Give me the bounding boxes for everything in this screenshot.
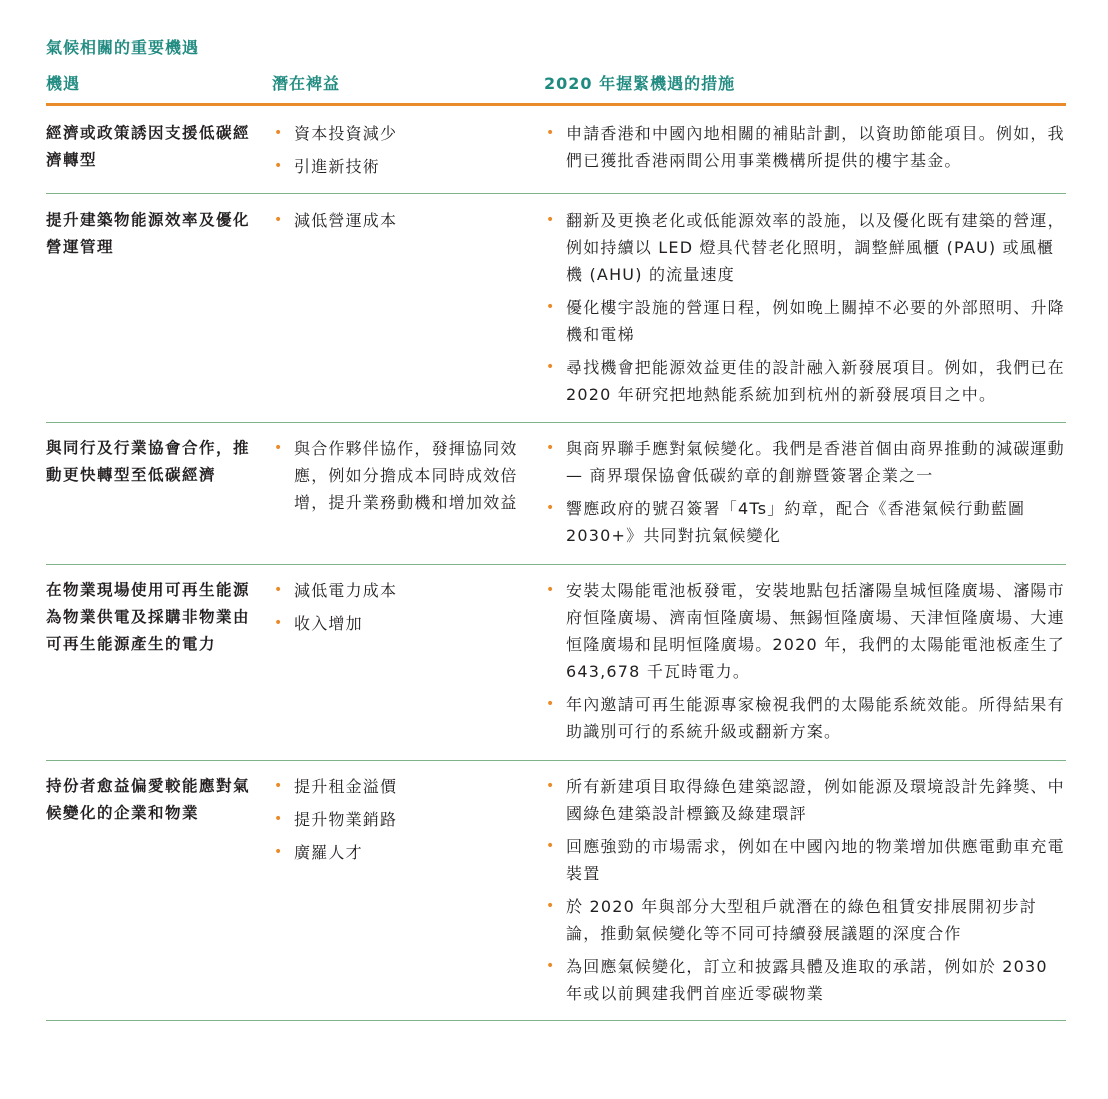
bullet-icon: • bbox=[274, 582, 284, 598]
table-row bbox=[46, 106, 1066, 194]
benefit-item bbox=[272, 120, 524, 147]
bullet-icon: • bbox=[546, 299, 556, 315]
table-body bbox=[46, 106, 1066, 1021]
measure-list bbox=[544, 435, 1066, 549]
table-row bbox=[46, 565, 1066, 761]
benefit-cell bbox=[272, 577, 544, 760]
benefit-list bbox=[272, 120, 524, 180]
table-row bbox=[46, 194, 1066, 423]
bullet-icon: • bbox=[546, 696, 556, 712]
benefit-text: 收入增加 bbox=[294, 614, 363, 633]
benefit-cell bbox=[272, 773, 544, 1020]
bullet-icon: • bbox=[546, 898, 556, 914]
measure-list bbox=[544, 120, 1066, 174]
measure-item bbox=[544, 893, 1066, 947]
measure-list bbox=[544, 577, 1066, 745]
header-measures: 2020 年握緊機遇的措施 bbox=[544, 74, 736, 93]
bullet-icon: • bbox=[546, 440, 556, 456]
header-opportunity: 機遇 bbox=[46, 74, 81, 93]
bullet-icon: • bbox=[546, 838, 556, 854]
measure-item bbox=[544, 953, 1066, 1007]
bullet-icon: • bbox=[546, 582, 556, 598]
benefit-cell bbox=[272, 207, 544, 422]
opportunity-cell: 在物業現場使用可再生能源為物業供電及採購非物業由可再生能源產生的電力 bbox=[46, 581, 251, 653]
measure-text: 申請香港和中國內地相關的補貼計劃，以資助節能項目。例如，我們已獲批香港兩間公用事業機構所提供的樓宇基金。 bbox=[566, 124, 1065, 170]
opportunity-cell: 提升建築物能源效率及優化營運管理 bbox=[46, 211, 251, 256]
measure-text: 安裝太陽能電池板發電，安裝地點包括瀋陽皇城恒隆廣場、瀋陽市府恒隆廣場、濟南恒隆廣場、無錫恒隆廣場、天津恒隆廣場、大連恒隆廣場和昆明恒隆廣場。2020 年，我們的太陽能電池板產生了 643,678 千瓦時電力。 bbox=[566, 581, 1066, 681]
benefit-text: 引進新技術 bbox=[294, 157, 381, 176]
measure-cell bbox=[544, 207, 1066, 422]
measure-text: 響應政府的號召簽署「4Ts」約章，配合《香港氣候行動藍圖 2030+》共同對抗氣候變化 bbox=[566, 499, 1026, 545]
measure-text: 優化樓宇設施的營運日程，例如晚上關掉不必要的外部照明、升降機和電梯 bbox=[566, 298, 1065, 344]
measure-text: 翻新及更換老化或低能源效率的設施，以及優化既有建築的營運，例如持續以 LED 燈具代替老化照明，調整鮮風櫃 (PAU) 或風櫃機 (AHU) 的流量速度 bbox=[566, 211, 1065, 284]
measure-cell bbox=[544, 773, 1066, 1020]
benefit-list bbox=[272, 577, 524, 637]
measure-item bbox=[544, 691, 1066, 745]
table-row bbox=[46, 761, 1066, 1021]
bullet-icon: • bbox=[546, 212, 556, 228]
opportunity-cell: 經濟或政策誘因支援低碳經濟轉型 bbox=[46, 124, 251, 169]
opportunity-cell: 與同行及行業協會合作，推動更快轉型至低碳經濟 bbox=[46, 439, 251, 484]
measure-cell bbox=[544, 435, 1066, 564]
benefit-text: 與合作夥伴協作，發揮協同效應，例如分擔成本同時成效倍增，提升業務動機和增加效益 bbox=[294, 439, 518, 512]
measure-list bbox=[544, 773, 1066, 1007]
benefit-item bbox=[272, 577, 524, 604]
measure-cell bbox=[544, 577, 1066, 760]
document-page bbox=[46, 36, 1066, 1021]
benefit-item bbox=[272, 806, 524, 833]
bullet-icon: • bbox=[274, 811, 284, 827]
bullet-icon: • bbox=[274, 212, 284, 228]
benefit-item bbox=[272, 207, 524, 234]
page-title: 氣候相關的重要機遇 bbox=[46, 38, 200, 57]
bullet-icon: • bbox=[546, 359, 556, 375]
measure-cell bbox=[544, 120, 1066, 193]
measure-item bbox=[544, 207, 1066, 288]
measure-text: 回應強勁的市場需求，例如在中國內地的物業增加供應電動車充電裝置 bbox=[566, 837, 1065, 883]
measure-text: 年內邀請可再生能源專家檢視我們的太陽能系統效能。所得結果有助識別可行的系統升級或翻新方案。 bbox=[566, 695, 1065, 741]
bullet-icon: • bbox=[274, 125, 284, 141]
opportunity-cell: 持份者愈益偏愛較能應對氣候變化的企業和物業 bbox=[46, 777, 251, 822]
benefit-list bbox=[272, 773, 524, 866]
benefit-cell bbox=[272, 435, 544, 564]
bullet-icon: • bbox=[274, 158, 284, 174]
benefit-text: 減低營運成本 bbox=[294, 211, 398, 230]
bullet-icon: • bbox=[274, 778, 284, 794]
header-benefit: 潛在裨益 bbox=[272, 74, 341, 93]
table-header bbox=[46, 66, 1066, 106]
measure-text: 為回應氣候變化，訂立和披露具體及進取的承諾，例如於 2030 年或以前興建我們首座近零碳物業 bbox=[566, 957, 1048, 1003]
measure-item bbox=[544, 120, 1066, 174]
bullet-icon: • bbox=[274, 440, 284, 456]
bullet-icon: • bbox=[546, 778, 556, 794]
measure-item bbox=[544, 577, 1066, 685]
measure-text: 與商界聯手應對氣候變化。我們是香港首個由商界推動的減碳運動 — 商界環保協會低碳約章的創辦暨簽署企業之一 bbox=[566, 439, 1065, 485]
measure-text: 尋找機會把能源效益更佳的設計融入新發展項目。例如，我們已在 2020 年研究把地熱能系統加到杭州的新發展項目之中。 bbox=[566, 358, 1065, 404]
benefit-text: 減低電力成本 bbox=[294, 581, 398, 600]
measure-item bbox=[544, 495, 1066, 549]
benefit-list bbox=[272, 207, 524, 234]
bullet-icon: • bbox=[546, 500, 556, 516]
benefit-item bbox=[272, 773, 524, 800]
measure-list bbox=[544, 207, 1066, 408]
measure-item bbox=[544, 833, 1066, 887]
benefit-list bbox=[272, 435, 524, 516]
bullet-icon: • bbox=[274, 615, 284, 631]
benefit-text: 提升租金溢價 bbox=[294, 777, 398, 796]
benefit-item bbox=[272, 153, 524, 180]
measure-item bbox=[544, 435, 1066, 489]
benefit-item bbox=[272, 839, 524, 866]
benefit-item bbox=[272, 435, 524, 516]
benefit-item bbox=[272, 610, 524, 637]
bullet-icon: • bbox=[546, 125, 556, 141]
benefit-text: 提升物業銷路 bbox=[294, 810, 398, 829]
bullet-icon: • bbox=[546, 958, 556, 974]
benefit-text: 廣羅人才 bbox=[294, 843, 363, 862]
table-row bbox=[46, 423, 1066, 565]
bullet-icon: • bbox=[274, 844, 284, 860]
measure-item bbox=[544, 773, 1066, 827]
measure-item bbox=[544, 294, 1066, 348]
measure-text: 所有新建項目取得綠色建築認證，例如能源及環境設計先鋒獎、中國綠色建築設計標籤及綠建環評 bbox=[566, 777, 1065, 823]
measure-text: 於 2020 年與部分大型租戶就潛在的綠色租賃安排展開初步討論，推動氣候變化等不同可持續發展議題的深度合作 bbox=[566, 897, 1037, 943]
benefit-text: 資本投資減少 bbox=[294, 124, 398, 143]
measure-item bbox=[544, 354, 1066, 408]
benefit-cell bbox=[272, 120, 544, 193]
